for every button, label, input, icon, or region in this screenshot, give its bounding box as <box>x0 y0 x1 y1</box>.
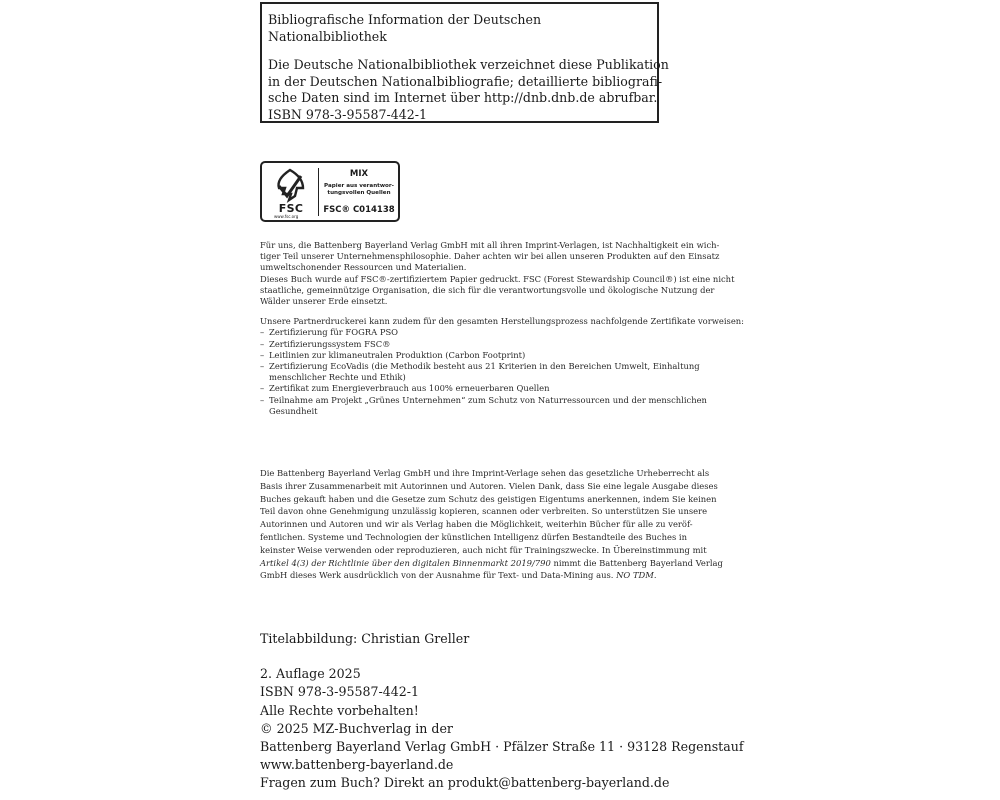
cip-line: sche Daten sind im Internet über http://dnb.dnb.de abrufbar. <box>268 90 658 106</box>
directive-reference: Artikel 4(3) der Richtlinie über den digitalen Binnenmarkt 2019/790 <box>260 557 551 568</box>
text-line: tiger Teil unserer Unternehmensphilosophie. Daher achten wir bei allen unseren Produkten auf den Einsatz <box>260 251 720 262</box>
cip-line: in der Deutschen Nationalbibliografie; detaillierte bibliografi- <box>268 73 663 89</box>
list-item-continuation: Gesundheit <box>269 405 318 416</box>
text-line: Artikel 4(3) der Richtlinie über den digitalen Binnenmarkt 2019/790 nimmt die Battenberg Bayerland Verlag <box>260 557 723 568</box>
list-item: – Zertifizierung für FOGRA PSO <box>260 327 399 338</box>
imprint-block <box>260 630 744 793</box>
fsc-logo-url: www.fsc.org <box>274 214 299 219</box>
contact: Fragen zum Buch? Direkt an produkt@battenberg-bayerland.de <box>260 775 670 791</box>
certificates-intro: Unsere Partnerdruckerei kann zudem für den gesamten Herstellungsprozess nachfolgende Zertifikate vorweisen: <box>260 316 745 327</box>
copyright-notice <box>260 467 740 582</box>
text-line: keinster Weise verwenden oder reproduzieren, auch nicht für Trainingszwecke. In Übereinstimmung mit <box>260 544 707 555</box>
list-item-continuation: menschlicher Rechte und Ethik) <box>269 372 406 383</box>
list-item: – Zertifizierung EcoVadis (die Methodik besteht aus 21 Kriterien in den Bereichen Umwelt, Einhaltung <box>260 361 700 372</box>
text-line: staatliche, gemeinnützige Organisation, die sich für die verantwortungsvolle und ökologische Nutzung der <box>260 284 715 295</box>
text-line: fentlichen. Systeme und Technologien der künstlichen Intelligenz dürfen Bestandteile des Buches in <box>260 531 687 542</box>
no-tdm-notice: NO TDM. <box>616 570 657 581</box>
list-item: – Zertifikat zum Energieverbrauch aus 100% erneuerbaren Quellen <box>260 383 550 394</box>
cip-isbn: ISBN 978-3-95587-442-1 <box>268 106 428 122</box>
fsc-code: FSC® C014138 <box>323 205 395 215</box>
cip-line: Die Deutsche Nationalbibliothek verzeichnet diese Publikation <box>268 57 669 73</box>
text-line: Teil davon ohne Genehmigung unzulässig kopieren, scannen oder verbreiten. So unterstützen Sie unsere <box>260 506 708 517</box>
cip-title: Bibliografische Information der Deutschen Nationalbibliothek <box>268 12 542 44</box>
isbn: ISBN 978-3-95587-442-1 <box>260 684 420 700</box>
edition: 2. Auflage 2025 <box>260 666 361 682</box>
text-line: Buches gekauft haben und die Gesetze zum Schutz des geistigen Eigentums anerkennen, indem Sie keinen <box>260 493 717 504</box>
fsc-logo-text: FSC <box>278 202 304 215</box>
fsc-subtitle-line: Papier aus verantwor- <box>324 183 394 189</box>
fsc-subtitle-line: tungsvollen Quellen <box>327 190 391 196</box>
text-line: Für uns, die Battenberg Bayerland Verlag GmbH mit all ihren Imprint-Verlagen, ist Nachhaltigkeit ein wich- <box>260 240 720 250</box>
list-item: – Teilnahme am Projekt „Grünes Unternehmen“ zum Schutz von Naturressourcen und der menschlichen <box>260 394 707 405</box>
website: www.battenberg-bayerland.de <box>260 757 454 773</box>
publisher-address: Battenberg Bayerland Verlag GmbH · Pfälzer Straße 11 · 93128 Regenstauf <box>260 739 744 755</box>
text-line: Die Battenberg Bayerland Verlag GmbH und ihre Imprint-Verlage sehen das gesetzliche Urheberrecht als <box>260 468 710 478</box>
text-line: Basis ihrer Zusammenarbeit mit Autorinnen und Autoren. Vielen Dank, dass Sie eine legale Ausgabe dieses <box>260 480 718 491</box>
cip-info-box <box>260 2 669 123</box>
text-line: Wälder unserer Erde einsetzt. <box>260 296 388 307</box>
cover-credit: Titelabbildung: Christian Greller <box>260 631 470 646</box>
text-line: GmbH dieses Werk ausdrücklich von der Ausnahme für Text- und Data-Mining aus. NO TDM. <box>260 570 657 581</box>
text-line: Autorinnen und Autoren und wir als Verlag haben die Möglichkeit, weiterhin Bücher für alle zu veröf- <box>260 519 693 530</box>
fsc-mix: MIX <box>349 169 369 179</box>
text-line: umweltschonender Ressourcen und Materialien. <box>260 262 467 273</box>
fsc-subtitle <box>319 183 399 197</box>
list-item: – Zertifizierungssystem FSC® <box>260 338 391 349</box>
copyright-line: © 2025 MZ-Buchverlag in der <box>260 720 453 736</box>
list-item: – Leitlinien zur klimaneutralen Produktion (Carbon Footprint) <box>260 349 526 360</box>
text-line: Dieses Buch wurde auf FSC®-zertifiziertem Papier gedruckt. FSC (Forest Stewardship Council®) ist eine nicht <box>260 273 735 284</box>
rights: Alle Rechte vorbehalten! <box>260 702 419 718</box>
fsc-label <box>260 161 400 222</box>
sustainability-text <box>260 240 745 417</box>
